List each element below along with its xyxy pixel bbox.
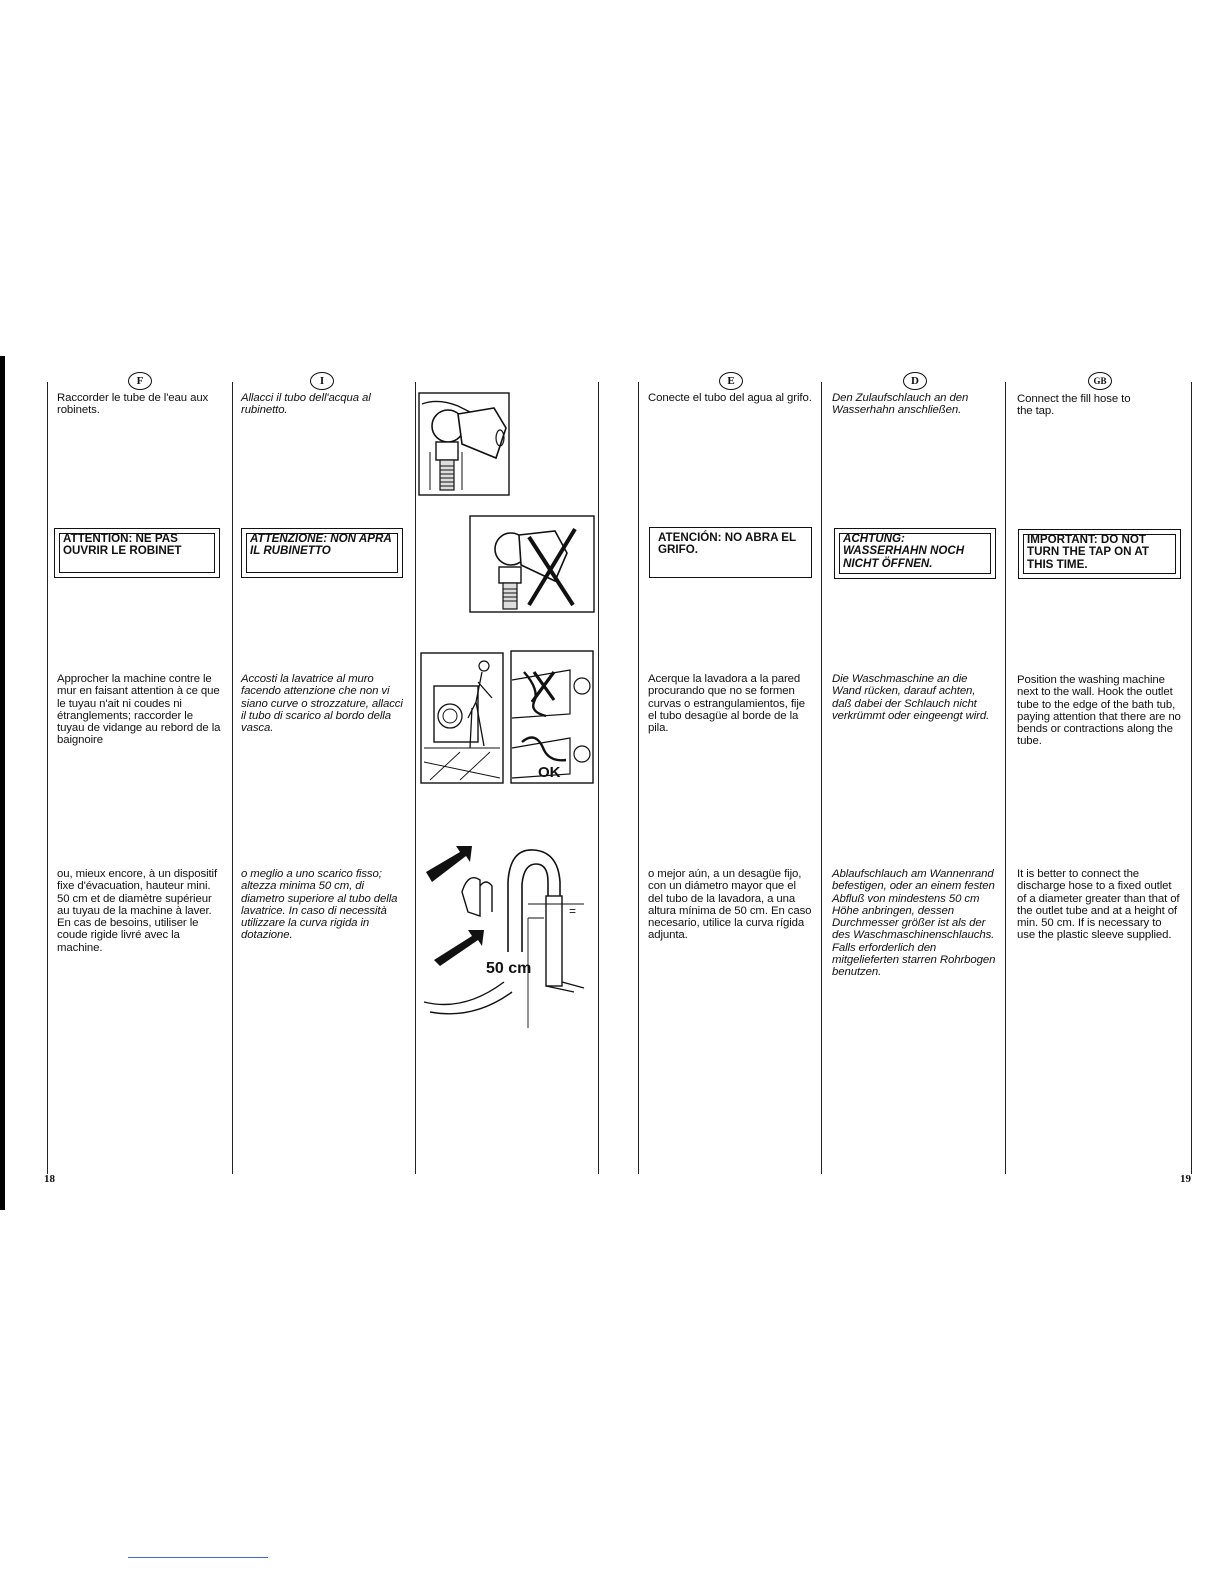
tap-crossed-out-illustration (469, 515, 595, 613)
column-divider (47, 382, 48, 1174)
de-step3-text: Ablaufschlauch am Wannenrand befestigen, oder an einem festen Abfluß von mindestens 50 cm Höhe anbringen, dessen Durchmesser größer ist als der des Waschmaschinenschlauchs. Falls erforderlich den mitgelieferten starren Rohrbogen benutzen. (832, 868, 996, 979)
it-warning-box (241, 528, 403, 578)
gb-step2-text: Position the washing machine next to the wall. Hook the outlet tube to the edge of the bath tub, paying attention that there are no bends or contractions along the tube. (1017, 674, 1181, 748)
column-divider (598, 382, 599, 1174)
column-divider (415, 382, 416, 1174)
tap-hose-illustration (418, 392, 510, 496)
gb-step3-text: It is better to connect the discharge hose to a fixed outlet of a diameter greater than that of the outlet tube and at a height of min. 50 cm. If is necessary to use the plastic sleeve supplied. (1017, 868, 1180, 942)
machine-wall-illustration (420, 652, 504, 784)
fr-warning-text: ATTENTION: NE PAS OUVRIR LE ROBINET (63, 532, 182, 558)
page-number-right: 19 (1180, 1173, 1191, 1185)
fr-step1-text: Raccorder le tube de l'eau aux robinets. (57, 392, 209, 417)
footer-rule (128, 1557, 268, 1558)
language-badge-de: D (903, 372, 927, 390)
language-badge-gb: GB (1088, 372, 1112, 390)
column-divider (638, 382, 639, 1174)
es-step1-text: Conecte el tubo del agua al grifo. (648, 392, 812, 404)
column-divider (821, 382, 822, 1174)
page-number-left: 18 (44, 1173, 55, 1185)
equal-mark: = (569, 904, 577, 918)
column-divider (1005, 382, 1006, 1174)
it-step3-text: o meglio a uno scarico fisso; altezza minima 50 cm, di diametro superiore al tubo della lavatrice. In caso di necessità utilizzare la curva rigida in dotazione. (241, 868, 398, 942)
es-step3-text: o mejor aún, a un desagüe fijo, con un diámetro mayor que el del tubo de la lavadora, a una altura mínima de 50 cm. En caso necesario, utilice la curva rígida adjunta. (648, 868, 812, 942)
it-step1-text: Allacci il tubo dell'acqua al rubinetto. (241, 392, 371, 417)
fr-step3-text: ou, mieux encore, à un dispositif fixe d'évacuation, hauteur mini. 50 cm et de diamètre supérieur au tuyau de la machine à laver. En cas de besoins, utiliser le coude rigide livré avec la machine. (57, 868, 218, 954)
height-label: 50 cm (486, 960, 532, 977)
language-badge-es: E (719, 372, 743, 390)
column-divider (1191, 382, 1192, 1174)
es-warning-text: ATENCIÓN: NO ABRA EL GRIFO. (658, 531, 796, 557)
de-step1-text: Den Zulaufschlauch an den Wasserhahn anschließen. (832, 392, 969, 417)
gb-warning-box (1018, 529, 1181, 579)
de-warning-text: ACHTUNG: WASSERHAHN NOCH NICHT ÖFFNEN. (843, 532, 965, 570)
es-warning-box (649, 527, 812, 578)
language-badge-fr: F (128, 372, 152, 390)
fr-warning-box (54, 528, 220, 578)
ok-label: OK (538, 764, 561, 781)
gb-step1-text: Connect the fill hose to the tap. (1017, 393, 1131, 418)
language-badge-it: I (310, 372, 334, 390)
gb-warning-text: IMPORTANT: DO NOT TURN THE TAP ON AT THIS TIME. (1027, 533, 1149, 571)
de-step2-text: Die Waschmaschine an die Wand rücken, darauf achten, daß dabei der Schlauch nicht verkrümmt oder eingeengt wird. (832, 673, 990, 722)
it-step2-text: Accosti la lavatrice al muro facendo attenzione che non vi siano curve o strozzature, allacci il tubo di scarico al bordo della vasca. (241, 673, 403, 735)
fr-step2-text: Approcher la machine contre le mur en faisant attention à ce que le tuyau n'ait ni coudes ni étranglements; raccorder le tuyau de vidange au rebord de la baignoire (57, 673, 221, 747)
it-warning-text: ATTENZIONE: NON APRA IL RUBINETTO (250, 532, 392, 558)
column-divider (232, 382, 233, 1174)
de-warning-box (834, 528, 996, 579)
page-edge-bar (0, 356, 5, 1210)
es-step2-text: Acerque la lavadora a la pared procurando que no se formen curvas o estrangulamientos, fije el tubo desagüe al borde de la pila. (648, 673, 805, 735)
discharge-hose-illustration (424, 842, 592, 1028)
